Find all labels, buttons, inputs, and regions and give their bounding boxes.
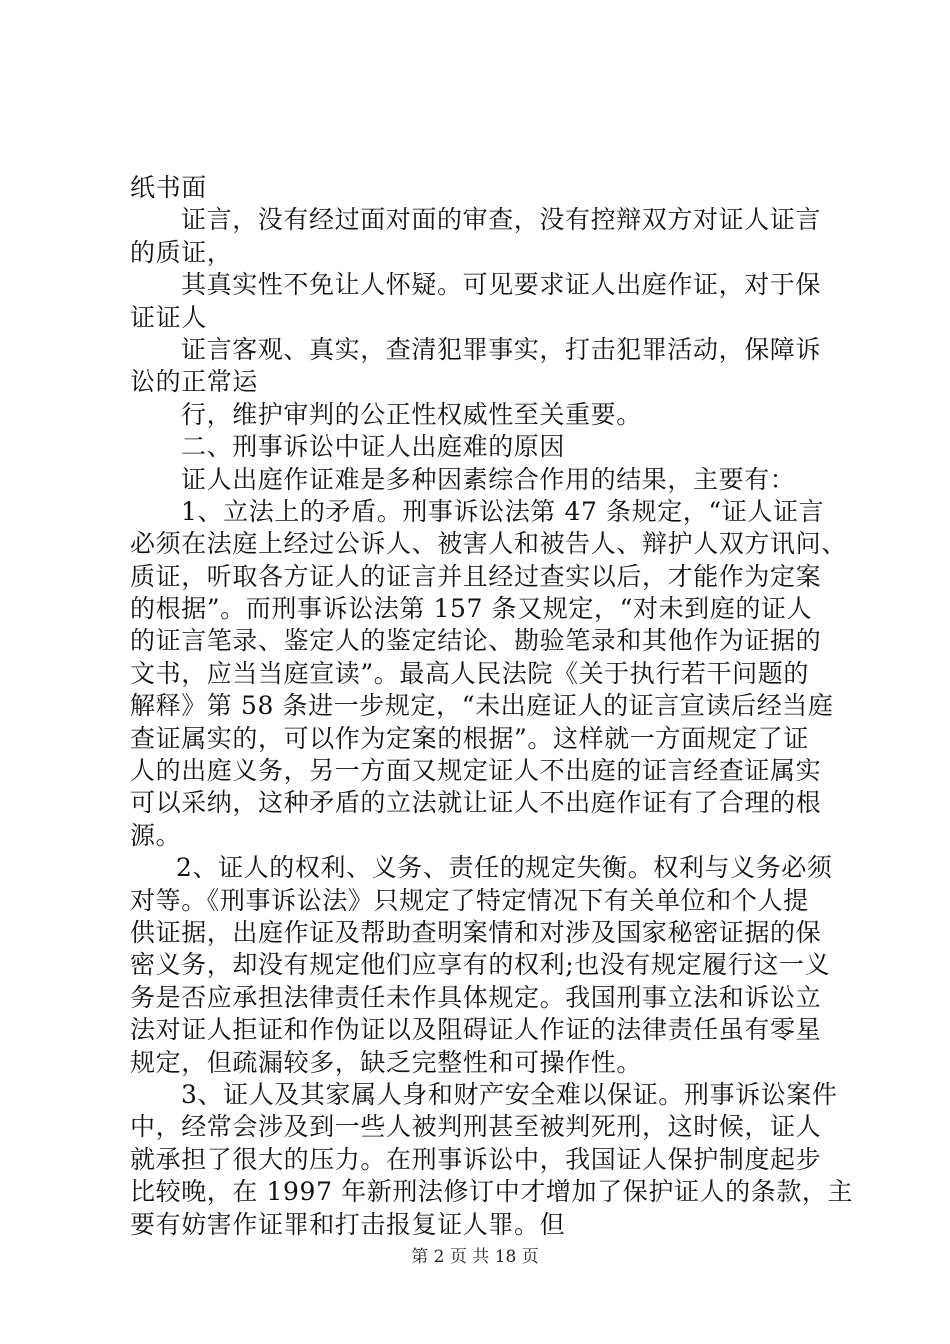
section-heading: 二、刑事诉讼中证人出庭难的原因 xyxy=(181,432,566,462)
text-line: 供证据，出庭作证及帮助查明案情和对涉及国家秘密证据的保 xyxy=(130,917,822,947)
text-line: 要有妨害作证罪和打击报复证人罪。但 xyxy=(130,1209,566,1239)
text-line: 行，维护审判的公正性权威性至关重要。 xyxy=(181,399,642,429)
text-line: 务是否应承担法律责任未作具体规定。我国刑事立法和诉讼立 xyxy=(130,982,822,1012)
page-number-footer: 第 2 页 共 18 页 xyxy=(411,1247,539,1267)
text-line: 1、立法上的矛盾。刑事诉讼法第 47 条规定，“证人证言 xyxy=(181,496,825,526)
text-line: 其真实性不免让人怀疑。可见要求证人出庭作证，对于保 xyxy=(181,270,822,300)
text-line: 质证，听取各方证人的证言并且经过查实以后，才能作为定案 xyxy=(130,561,822,591)
text-line: 证证人 xyxy=(130,302,207,332)
text-line: 就承担了很大的压力。在刑事诉讼中，我国证人保护制度起步 xyxy=(130,1144,822,1174)
text-line: 3、证人及其家属人身和财产安全难以保证。刑事诉讼案件 xyxy=(181,1079,838,1109)
text-line: 的证言笔录、鉴定人的鉴定结论、勘验笔录和其他作为证据的 xyxy=(130,626,822,656)
text-line: 规定，但疏漏较多，缺乏完整性和可操作性。 xyxy=(130,1047,643,1077)
text-line: 证言，没有经过面对面的审查，没有控辩双方对证人证言 xyxy=(181,205,822,235)
text-line: 的根据”。而刑事诉讼法第 157 条又规定，“对未到庭的证人 xyxy=(130,594,813,624)
text-line: 中，经常会涉及到一些人被判刑甚至被判死刑，这时候，证人 xyxy=(130,1112,822,1142)
text-line: 证人出庭作证难是多种因素综合作用的结果，主要有： xyxy=(181,464,796,494)
text-line: 文书，应当当庭宣读”。最高人民法院《关于执行若干问题的 xyxy=(130,658,809,688)
text-line: 必须在法庭上经过公诉人、被害人和被告人、辩护人双方讯问、 xyxy=(130,529,847,559)
text-line: 查证属实的，可以作为定案的根据”。这样就一方面规定了证 xyxy=(130,723,809,753)
text-line: 讼的正常运 xyxy=(130,367,259,397)
text-line: 2、证人的权利、义务、责任的规定失衡。权利与义务必须 xyxy=(176,853,833,883)
text-line: 比较晚，在 1997 年新刑法修订中才增加了保护证人的条款，主 xyxy=(130,1177,854,1207)
text-line: 纸书面 xyxy=(130,173,207,202)
text-line: 可以采纳，这种矛盾的立法就让证人不出庭作证有了合理的根 xyxy=(130,788,822,818)
text-line: 法对证人拒证和作伪证以及阻碍证人作证的法律责任虽有零星 xyxy=(130,1015,822,1045)
text-line: 对等。《刑事诉讼法》只规定了特定情况下有关单位和个人提 xyxy=(130,885,809,915)
text-line: 密义务，却没有规定他们应享有的权利;也没有规定履行这一义 xyxy=(130,950,831,980)
text-line: 人的出庭义务，另一方面又规定证人不出庭的证言经查证属实 xyxy=(130,756,822,786)
text-line: 的质证， xyxy=(130,237,233,267)
text-line: 解释》第 58 条进一步规定，“未出庭证人的证言宣读后经当庭 xyxy=(130,691,834,721)
text-line: 证言客观、真实，查清犯罪事实，打击犯罪活动，保障诉 xyxy=(181,334,822,364)
document-body xyxy=(130,172,854,1241)
text-line: 源。 xyxy=(130,820,182,850)
